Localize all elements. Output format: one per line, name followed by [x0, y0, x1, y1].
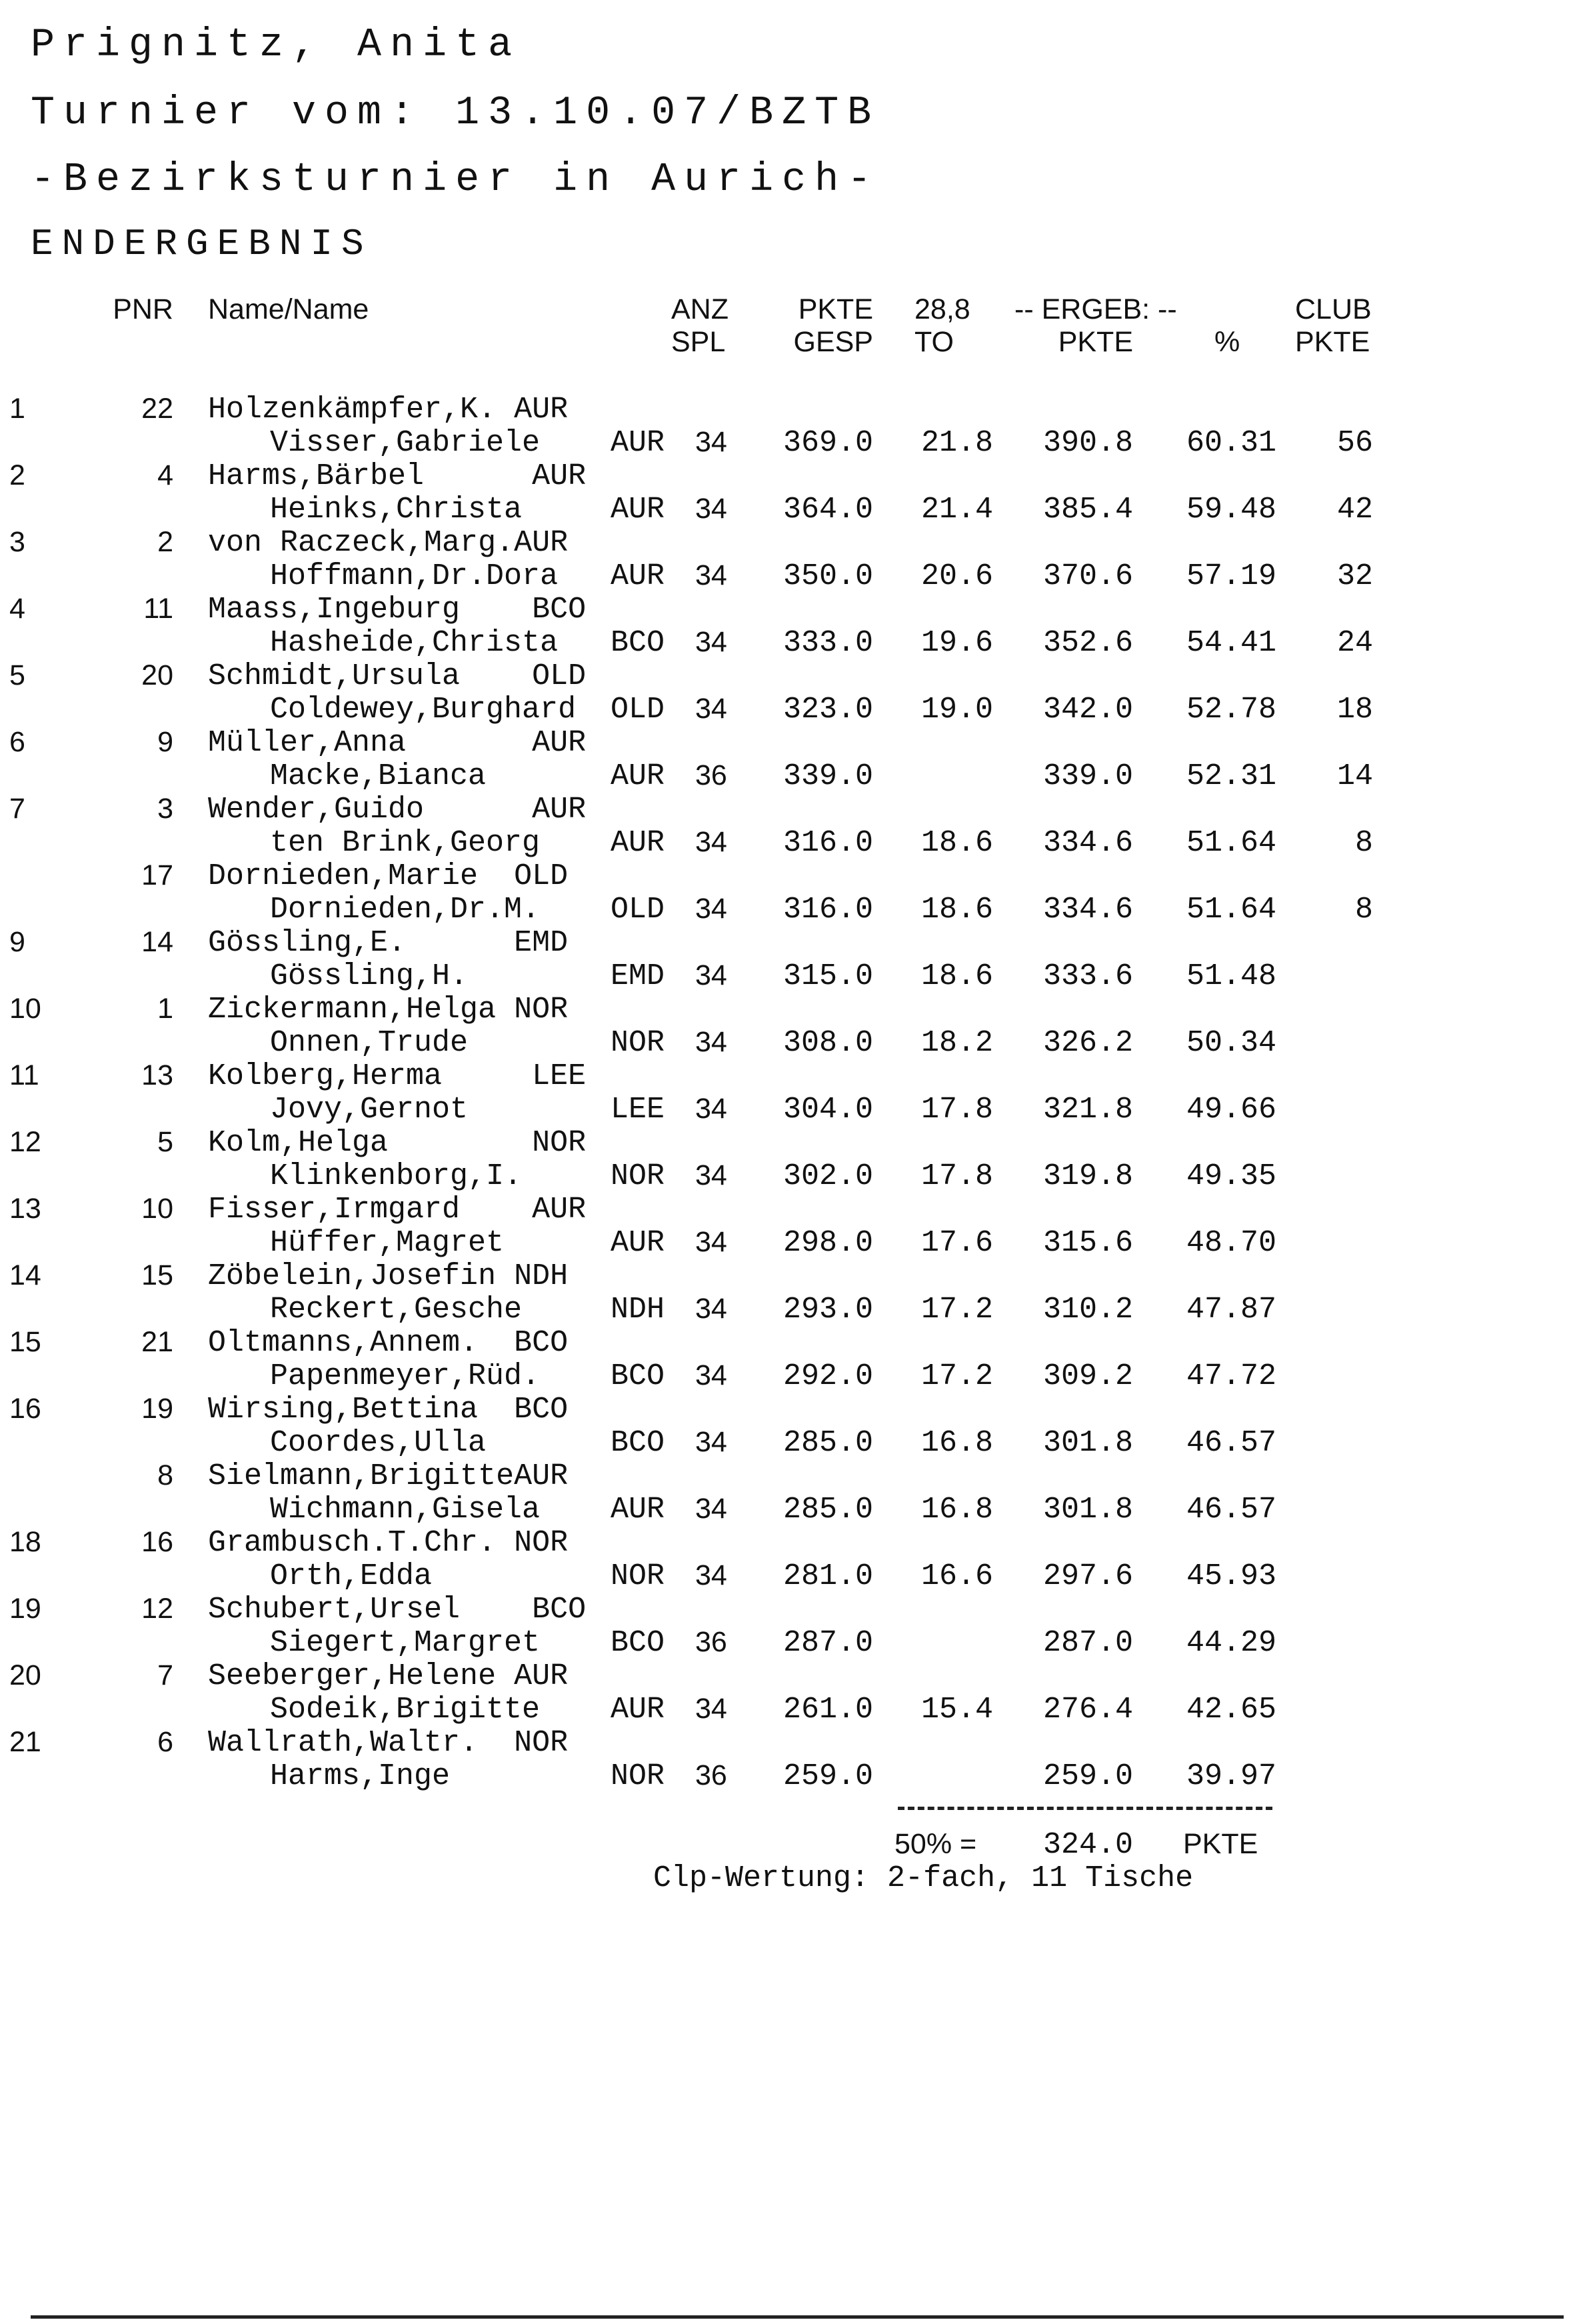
anz-cell: 36	[695, 1626, 727, 1658]
player1-cell: Holzenkämpfer,K. AUR	[208, 393, 569, 427]
erg-pkte-cell: 352.6	[1042, 626, 1133, 660]
club-cell: EMD	[611, 959, 665, 993]
pkte-cell: 292.0	[783, 1359, 873, 1393]
player2-cell: Heinks,Christa	[270, 493, 523, 527]
percent-cell: 52.78	[1186, 693, 1276, 727]
club-cell: NOR	[611, 1759, 665, 1793]
anz-cell: 34	[695, 1359, 727, 1391]
erg-pkte-cell: 321.8	[1042, 1093, 1133, 1127]
col-header-club: CLUB	[1295, 293, 1372, 325]
rank-cell: 14	[9, 1259, 41, 1291]
col-header-gesp: GESP	[793, 326, 873, 358]
player2-cell: Dornieden,Dr.M.	[270, 893, 541, 927]
player1-cell: Oltmanns,Annem. BCO	[208, 1326, 569, 1360]
club-pkte-cell: 42	[1336, 493, 1373, 527]
anz-cell: 34	[695, 1093, 727, 1125]
anz-cell: 36	[695, 1759, 727, 1791]
club-cell: AUR	[611, 1493, 665, 1527]
player1-cell: Wender,Guido AUR	[208, 793, 587, 827]
erg-pkte-cell: 370.6	[1042, 559, 1133, 593]
player1-cell: Kolm,Helga NOR	[208, 1126, 587, 1160]
pkte-cell: 302.0	[783, 1159, 873, 1193]
pnr-cell: 3	[157, 793, 173, 825]
rank-cell: 13	[9, 1193, 41, 1225]
pkte-cell: 261.0	[783, 1693, 873, 1727]
percent-cell: 46.57	[1186, 1493, 1276, 1527]
club-cell: AUR	[611, 559, 665, 593]
col-header-spl: SPL	[671, 326, 726, 358]
player1-cell: Dornieden,Marie OLD	[208, 859, 569, 893]
pnr-cell: 17	[141, 859, 173, 891]
rank-cell: 4	[9, 593, 25, 625]
pnr-cell: 1	[157, 993, 173, 1025]
club-pkte-cell: 8	[1354, 826, 1373, 860]
club-cell: AUR	[611, 426, 665, 460]
wertung-note: Clp-Wertung: 2-fach, 11 Tische	[653, 1861, 1194, 1895]
club-cell: LEE	[611, 1093, 665, 1127]
player2-cell: Klinkenborg,I.	[270, 1159, 523, 1193]
col-header-anz: ANZ	[671, 293, 729, 325]
player1-cell: Fisser,Irmgard AUR	[208, 1193, 587, 1227]
pnr-cell: 13	[141, 1059, 173, 1091]
pkte-cell: 339.0	[783, 759, 873, 793]
anz-cell: 34	[695, 1693, 727, 1725]
percent-cell: 39.97	[1186, 1759, 1276, 1793]
anz-cell: 34	[695, 493, 727, 525]
erg-pkte-cell: 315.6	[1042, 1226, 1133, 1260]
pkte-cell: 333.0	[783, 626, 873, 660]
percent-cell: 44.29	[1186, 1626, 1276, 1660]
club-pkte-cell: 24	[1336, 626, 1373, 660]
pkte-cell: 369.0	[783, 426, 873, 460]
anz-cell: 34	[695, 1226, 727, 1258]
percent-cell: 49.66	[1186, 1093, 1276, 1127]
pkte-cell: 308.0	[783, 1026, 873, 1060]
rank-cell: 20	[9, 1659, 41, 1691]
percent-cell: 45.93	[1186, 1559, 1276, 1593]
anz-cell: 34	[695, 626, 727, 658]
player2-cell: Harms,Inge	[270, 1759, 451, 1793]
percent-cell: 50.34	[1186, 1026, 1276, 1060]
club-cell: NDH	[611, 1293, 665, 1327]
pnr-cell: 20	[141, 659, 173, 691]
to-cell: 16.6	[920, 1559, 993, 1593]
percent-cell: 48.70	[1186, 1226, 1276, 1260]
player1-cell: Gössling,E. EMD	[208, 926, 569, 960]
player2-cell: Reckert,Gesche	[270, 1293, 523, 1327]
pnr-cell: 8	[157, 1459, 173, 1491]
to-cell: 18.6	[920, 893, 993, 927]
player1-cell: Sielmann,BrigitteAUR	[208, 1459, 569, 1493]
club-cell: NOR	[611, 1559, 665, 1593]
erg-pkte-cell: 259.0	[1042, 1759, 1133, 1793]
anz-cell: 34	[695, 893, 727, 925]
rank-cell: 7	[9, 793, 25, 825]
club-pkte-cell: 18	[1336, 693, 1373, 727]
pnr-cell: 10	[141, 1193, 173, 1225]
pkte-cell: 287.0	[783, 1626, 873, 1660]
to-cell: 18.2	[920, 1026, 993, 1060]
anz-cell: 34	[695, 1293, 727, 1325]
percent-cell: 49.35	[1186, 1159, 1276, 1193]
percent-cell: 47.87	[1186, 1293, 1276, 1327]
to-cell: 17.2	[920, 1293, 993, 1327]
bottom-rule	[31, 2315, 1564, 2319]
pnr-cell: 2	[157, 526, 173, 558]
to-cell: 17.6	[920, 1226, 993, 1260]
rank-cell: 21	[9, 1726, 41, 1758]
pkte-cell: 259.0	[783, 1759, 873, 1793]
pnr-cell: 16	[141, 1526, 173, 1558]
rank-cell: 2	[9, 459, 25, 491]
pnr-cell: 9	[157, 726, 173, 758]
player1-cell: Zöbelein,Josefin NDH	[208, 1259, 569, 1293]
pnr-cell: 22	[141, 393, 173, 425]
club-cell: AUR	[611, 759, 665, 793]
anz-cell: 34	[695, 693, 727, 725]
to-cell: 18.6	[920, 826, 993, 860]
player2-cell: Coldewey,Burghard	[270, 693, 577, 727]
to-cell: 18.6	[920, 959, 993, 993]
pnr-cell: 4	[157, 459, 173, 491]
pkte-cell: 350.0	[783, 559, 873, 593]
pnr-cell: 5	[157, 1126, 173, 1158]
club-cell: AUR	[611, 493, 665, 527]
club-cell: AUR	[611, 1226, 665, 1260]
tournament-subtitle: -Bezirksturnier in Aurich-	[31, 157, 880, 203]
player2-cell: Siegert,Margret	[270, 1626, 541, 1660]
player2-cell: Hüffer,Magret	[270, 1226, 505, 1260]
to-cell: 17.8	[920, 1093, 993, 1127]
half-label: 50% =	[894, 1828, 977, 1860]
erg-pkte-cell: 309.2	[1042, 1359, 1133, 1393]
tournament-line: Turnier vom: 13.10.07/BZTB	[31, 91, 880, 136]
erg-pkte-cell: 301.8	[1042, 1426, 1133, 1460]
rank-cell: 15	[9, 1326, 41, 1358]
total-divider	[898, 1807, 1272, 1810]
col-header-club-pkte: PKTE	[1295, 326, 1370, 358]
col-header-percent: %	[1214, 326, 1240, 358]
result-title: ENDERGEBNIS	[31, 223, 373, 265]
player1-cell: Zickermann,Helga NOR	[208, 993, 569, 1027]
pkte-cell: 293.0	[783, 1293, 873, 1327]
club-pkte-cell: 14	[1336, 759, 1373, 793]
to-cell: 20.6	[920, 559, 993, 593]
player2-cell: Orth,Edda	[270, 1559, 433, 1593]
rank-cell: 1	[9, 393, 25, 425]
player1-cell: von Raczeck,Marg.AUR	[208, 526, 569, 560]
erg-pkte-cell: 385.4	[1042, 493, 1133, 527]
rank-cell: 3	[9, 526, 25, 558]
erg-pkte-cell: 339.0	[1042, 759, 1133, 793]
club-cell: NOR	[611, 1159, 665, 1193]
pkte-cell: 285.0	[783, 1426, 873, 1460]
pnr-cell: 15	[141, 1259, 173, 1291]
percent-cell: 51.48	[1186, 959, 1276, 993]
anz-cell: 34	[695, 959, 727, 991]
anz-cell: 34	[695, 1426, 727, 1458]
half-unit: PKTE	[1183, 1828, 1258, 1860]
anz-cell: 34	[695, 559, 727, 591]
player2-cell: ten Brink,Georg	[270, 826, 541, 860]
club-pkte-cell: 56	[1336, 426, 1373, 460]
player1-cell: Grambusch.T.Chr. NOR	[208, 1526, 569, 1560]
percent-cell: 52.31	[1186, 759, 1276, 793]
erg-pkte-cell: 334.6	[1042, 826, 1133, 860]
club-cell: BCO	[611, 626, 665, 660]
rank-cell: 19	[9, 1593, 41, 1625]
percent-cell: 60.31	[1186, 426, 1276, 460]
col-header-erg-pkte: PKTE	[1058, 326, 1133, 358]
erg-pkte-cell: 301.8	[1042, 1493, 1133, 1527]
player1-cell: Müller,Anna AUR	[208, 726, 587, 760]
erg-pkte-cell: 334.6	[1042, 893, 1133, 927]
to-cell: 17.8	[920, 1159, 993, 1193]
club-pkte-cell: 8	[1354, 893, 1373, 927]
player1-cell: Maass,Ingeburg BCO	[208, 593, 587, 627]
pnr-cell: 14	[141, 926, 173, 958]
player2-cell: Coordes,Ulla	[270, 1426, 487, 1460]
rank-cell: 12	[9, 1126, 41, 1158]
pkte-cell: 364.0	[783, 493, 873, 527]
pkte-cell: 315.0	[783, 959, 873, 993]
pkte-cell: 281.0	[783, 1559, 873, 1593]
pkte-cell: 323.0	[783, 693, 873, 727]
to-cell: 17.2	[920, 1359, 993, 1393]
percent-cell: 47.72	[1186, 1359, 1276, 1393]
erg-pkte-cell: 333.6	[1042, 959, 1133, 993]
anz-cell: 34	[695, 1159, 727, 1191]
rank-cell: 10	[9, 993, 41, 1025]
club-cell: AUR	[611, 826, 665, 860]
player2-cell: Papenmeyer,Rüd.	[270, 1359, 541, 1393]
erg-pkte-cell: 342.0	[1042, 693, 1133, 727]
pnr-cell: 7	[157, 1659, 173, 1691]
col-header-to: TO	[914, 326, 954, 358]
erg-pkte-cell: 310.2	[1042, 1293, 1133, 1327]
col-header-pnr: PNR	[113, 293, 173, 325]
anz-cell: 34	[695, 426, 727, 458]
pnr-cell: 11	[143, 593, 173, 625]
pnr-cell: 6	[157, 1726, 173, 1758]
club-cell: BCO	[611, 1626, 665, 1660]
player1-cell: Harms,Bärbel AUR	[208, 459, 587, 493]
to-cell: 19.0	[920, 693, 993, 727]
player1-cell: Schubert,Ursel BCO	[208, 1593, 587, 1627]
col-header-name: Name/Name	[208, 293, 369, 325]
to-cell: 21.4	[920, 493, 993, 527]
erg-pkte-cell: 287.0	[1042, 1626, 1133, 1660]
club-cell: OLD	[611, 893, 665, 927]
player1-cell: Wallrath,Waltr. NOR	[208, 1726, 569, 1760]
pnr-cell: 19	[141, 1393, 173, 1425]
pkte-cell: 304.0	[783, 1093, 873, 1127]
pnr-cell: 12	[141, 1593, 173, 1625]
rank-cell: 6	[9, 726, 25, 758]
pnr-cell: 21	[141, 1326, 173, 1358]
erg-pkte-cell: 326.2	[1042, 1026, 1133, 1060]
pkte-cell: 285.0	[783, 1493, 873, 1527]
col-header-ergeb: -- ERGEB: --	[1014, 293, 1177, 325]
player2-cell: Sodeik,Brigitte	[270, 1693, 541, 1727]
club-cell: NOR	[611, 1026, 665, 1060]
club-cell: AUR	[611, 1693, 665, 1727]
rank-cell: 18	[9, 1526, 41, 1558]
player2-cell: Wichmann,Gisela	[270, 1493, 541, 1527]
percent-cell: 51.64	[1186, 893, 1276, 927]
club-cell: OLD	[611, 693, 665, 727]
rank-cell: 16	[9, 1393, 41, 1425]
anz-cell: 34	[695, 826, 727, 858]
to-cell: 15.4	[920, 1693, 993, 1727]
to-cell: 16.8	[920, 1426, 993, 1460]
player1-cell: Wirsing,Bettina BCO	[208, 1393, 569, 1427]
half-value: 324.0	[1042, 1828, 1133, 1862]
player2-cell: Gössling,H.	[270, 959, 469, 993]
percent-cell: 57.19	[1186, 559, 1276, 593]
club-pkte-cell: 32	[1336, 559, 1373, 593]
anz-cell: 34	[695, 1493, 727, 1525]
player1-cell: Kolberg,Herma LEE	[208, 1059, 587, 1093]
to-cell: 19.6	[920, 626, 993, 660]
percent-cell: 54.41	[1186, 626, 1276, 660]
rank-cell: 5	[9, 659, 25, 691]
player2-cell: Visser,Gabriele	[270, 426, 541, 460]
player2-cell: Hoffmann,Dr.Dora	[270, 559, 559, 593]
erg-pkte-cell: 276.4	[1042, 1693, 1133, 1727]
col-header-pkte: PKTE	[798, 293, 873, 325]
erg-pkte-cell: 297.6	[1042, 1559, 1133, 1593]
percent-cell: 46.57	[1186, 1426, 1276, 1460]
anz-cell: 36	[695, 759, 727, 791]
pkte-cell: 316.0	[783, 893, 873, 927]
rank-cell: 11	[9, 1059, 39, 1091]
player2-cell: Hasheide,Christa	[270, 626, 559, 660]
club-cell: BCO	[611, 1426, 665, 1460]
player2-cell: Onnen,Trude	[270, 1026, 469, 1060]
percent-cell: 51.64	[1186, 826, 1276, 860]
player-name: Prignitz, Anita	[31, 23, 521, 68]
player2-cell: Macke,Bianca	[270, 759, 487, 793]
anz-cell: 34	[695, 1026, 727, 1058]
club-cell: BCO	[611, 1359, 665, 1393]
rank-cell: 9	[9, 926, 25, 958]
player1-cell: Seeberger,Helene AUR	[208, 1659, 569, 1693]
pkte-cell: 298.0	[783, 1226, 873, 1260]
to-cell: 21.8	[920, 426, 993, 460]
col-header-to-factor: 28,8	[914, 293, 970, 325]
to-cell: 16.8	[920, 1493, 993, 1527]
percent-cell: 42.65	[1186, 1693, 1276, 1727]
percent-cell: 59.48	[1186, 493, 1276, 527]
anz-cell: 34	[695, 1559, 727, 1591]
player2-cell: Jovy,Gernot	[270, 1093, 469, 1127]
erg-pkte-cell: 319.8	[1042, 1159, 1133, 1193]
player1-cell: Schmidt,Ursula OLD	[208, 659, 587, 693]
erg-pkte-cell: 390.8	[1042, 426, 1133, 460]
pkte-cell: 316.0	[783, 826, 873, 860]
